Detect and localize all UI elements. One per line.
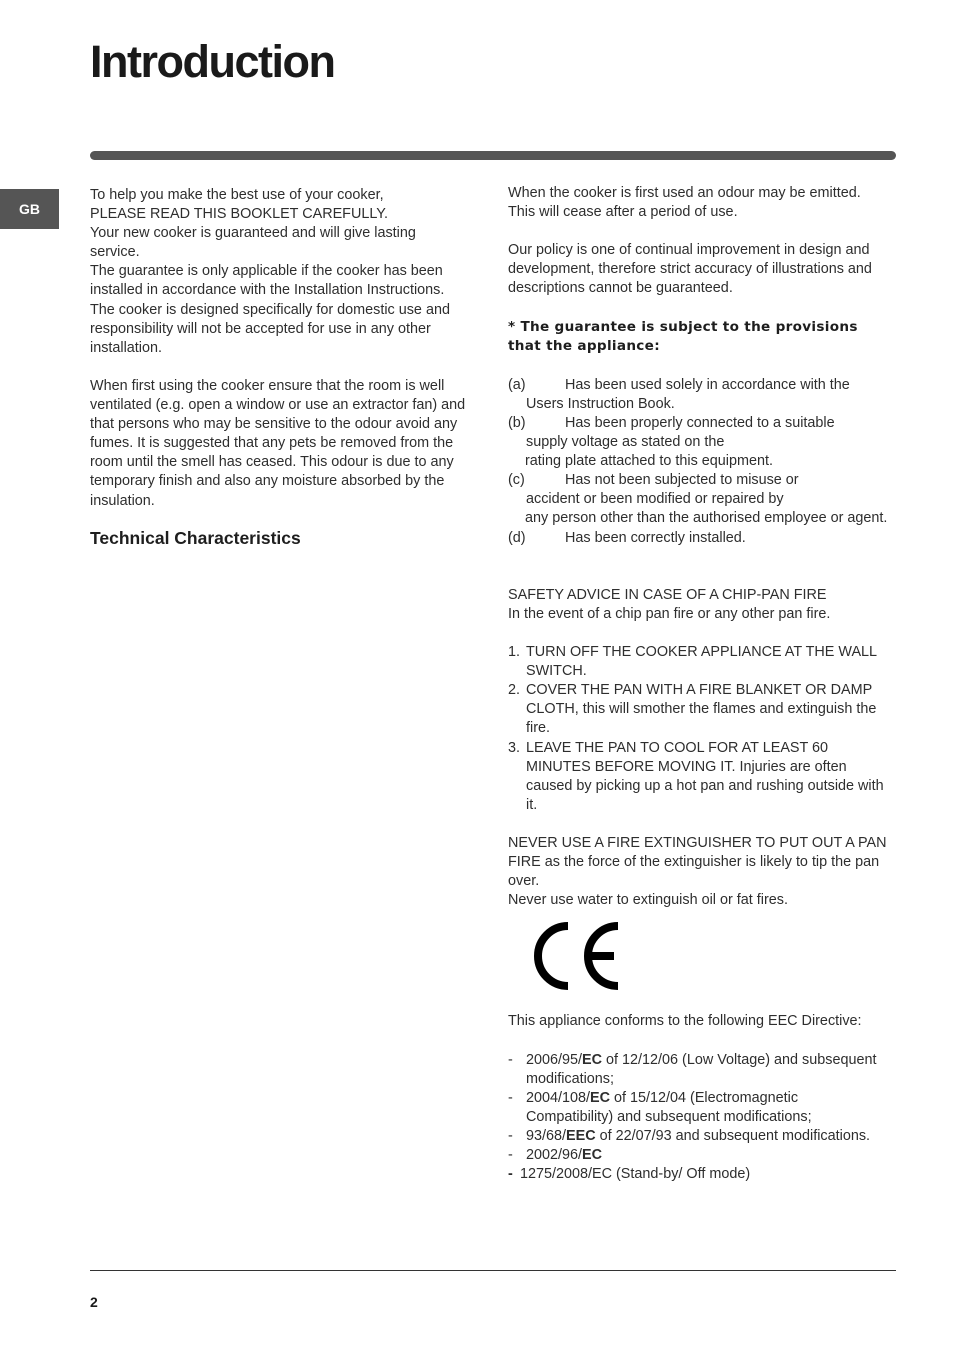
fire-safety-intro: In the event of a chip pan fire or any other pan fire. [508,605,831,622]
directive-code: 93/68/ [526,1127,567,1144]
guarantee-condition [508,414,888,452]
directive-code: 2002/96/ [526,1147,583,1164]
directive-suffix: EC [582,1051,603,1068]
footer-divider [90,1270,896,1271]
intro-line: Your new cooker is guaranteed and will give lasting service. [90,225,416,261]
fire-step [508,681,888,738]
left-column [90,186,466,549]
policy-paragraph: Our policy is one of continual improvement in design and development, therefore strict accuracy of illustrations and descriptions cannot be guaranteed. [508,242,872,297]
guarantee-condition [508,376,888,414]
condition-label: (d) [508,529,526,546]
intro-line: To help you make the best use of your cooker, [90,187,384,203]
conformity-intro: This appliance conforms to the following EEC Directive: [508,1013,862,1030]
header-divider [90,151,896,160]
condition-text: Has been used solely in accordance with the [565,376,850,393]
step-text: LEAVE THE PAN TO COOL FOR AT LEAST 60 MINUTES BEFORE MOVING IT. Injuries are often caused by picking up a hot pan and rushing outside with it. [526,739,884,813]
intro-line: The guarantee is only applicable if the cooker has been installed in accordance with the Installation Instructions. [90,263,445,299]
condition-text: supply voltage as stated on the [526,434,725,451]
technical-characteristics-heading: Technical Characteristics [90,527,301,548]
directive-item: - 2004/108/EC of 15/12/04 (Electromagnetic Compatibility) and subsequent modifications; [508,1089,812,1125]
condition-text: Users Instruction Book. [526,395,675,412]
condition-label: (a) [508,376,526,393]
step-text: TURN OFF THE COOKER APPLIANCE AT THE WALL SWITCH. [526,644,877,680]
condition-text: rating plate attached to this equipment. [525,453,773,470]
ce-mark-icon [528,920,624,992]
directive-item: - 2006/95/EC of 12/12/06 (Low Voltage) and subsequent modifications; [508,1051,877,1087]
page-number: 2 [90,1294,98,1310]
intro-line: The cooker is designed specifically for domestic use and responsibility will not be accepted for use in any other installation. [90,301,450,356]
right-column [508,184,888,1184]
directive-item: - 2002/96/EC [508,1147,603,1164]
directive-item: - 93/68/EEC of 22/07/93 and subsequent modifications. [508,1127,871,1144]
condition-text: Has not been subjected to misuse or [565,472,799,489]
extinguisher-warning: NEVER USE A FIRE EXTINGUISHER TO PUT OUT A PAN FIRE as the force of the extinguisher is likely to tip the pan over. [508,835,887,890]
directive-suffix: EC [582,1147,603,1164]
guarantee-condition [508,529,888,548]
step-text: COVER THE PAN WITH A FIRE BLANKET OR DAMP CLOTH, this will smother the flames and extinguish the fire. [526,682,877,737]
guarantee-condition [508,471,888,509]
directive-text: of 12/12/06 (Low Voltage) and subsequent modifications; [526,1051,877,1087]
language-tab: GB [0,189,59,229]
condition-text: any person other than the authorised employee or agent. [525,510,888,527]
first-use-paragraph: When first using the cooker ensure that the room is well ventilated (e.g. open a window or use an extractor fan) and that persons who may be sensitive to the odour avoid any fumes. It is suggested that any pets be removed from the room until the smell has ceased. This odour is due to any temporary finish and also any moisture absorbed by the insulation. [90,377,466,509]
condition-label: (c) [508,472,525,489]
intro-line: PLEASE READ THIS BOOKLET CAREFULLY. [90,206,389,223]
guarantee-heading: * The guarantee is subject to the provisions that the appliance: [508,318,858,355]
condition-text: Has been properly connected to a suitable [565,414,835,431]
odour-paragraph: When the cooker is first used an odour may be emitted. This will cease after a period of use. [508,185,861,221]
directive-suffix: EC [590,1089,611,1106]
condition-text: Has been correctly installed. [565,529,746,546]
step-number: 2. [508,682,521,699]
directive-text: of 22/07/93 and subsequent modifications. [595,1127,871,1144]
condition-label: (b) [508,414,526,431]
condition-text: accident or been modified or repaired by [526,491,784,508]
fire-step [508,643,888,681]
fire-safety-heading: SAFETY ADVICE IN CASE OF A CHIP-PAN FIRE [508,586,827,603]
directive-suffix: EEC [566,1127,596,1144]
fire-step [508,739,888,815]
directive-code: 1275/2008/EC (Stand-by/ Off mode) [520,1166,751,1183]
directive-item: - 1275/2008/EC (Stand-by/ Off mode) [508,1166,751,1183]
directive-code: 2006/95/ [526,1051,583,1068]
step-number: 3. [508,739,521,756]
water-warning: Never use water to extinguish oil or fat fires. [508,892,788,909]
directive-code: 2004/108/ [526,1089,591,1106]
step-number: 1. [508,644,521,661]
page-title: Introduction [90,36,335,87]
directive-text: of 15/12/04 (Electromagnetic Compatibility) and subsequent modifications; [526,1089,812,1125]
